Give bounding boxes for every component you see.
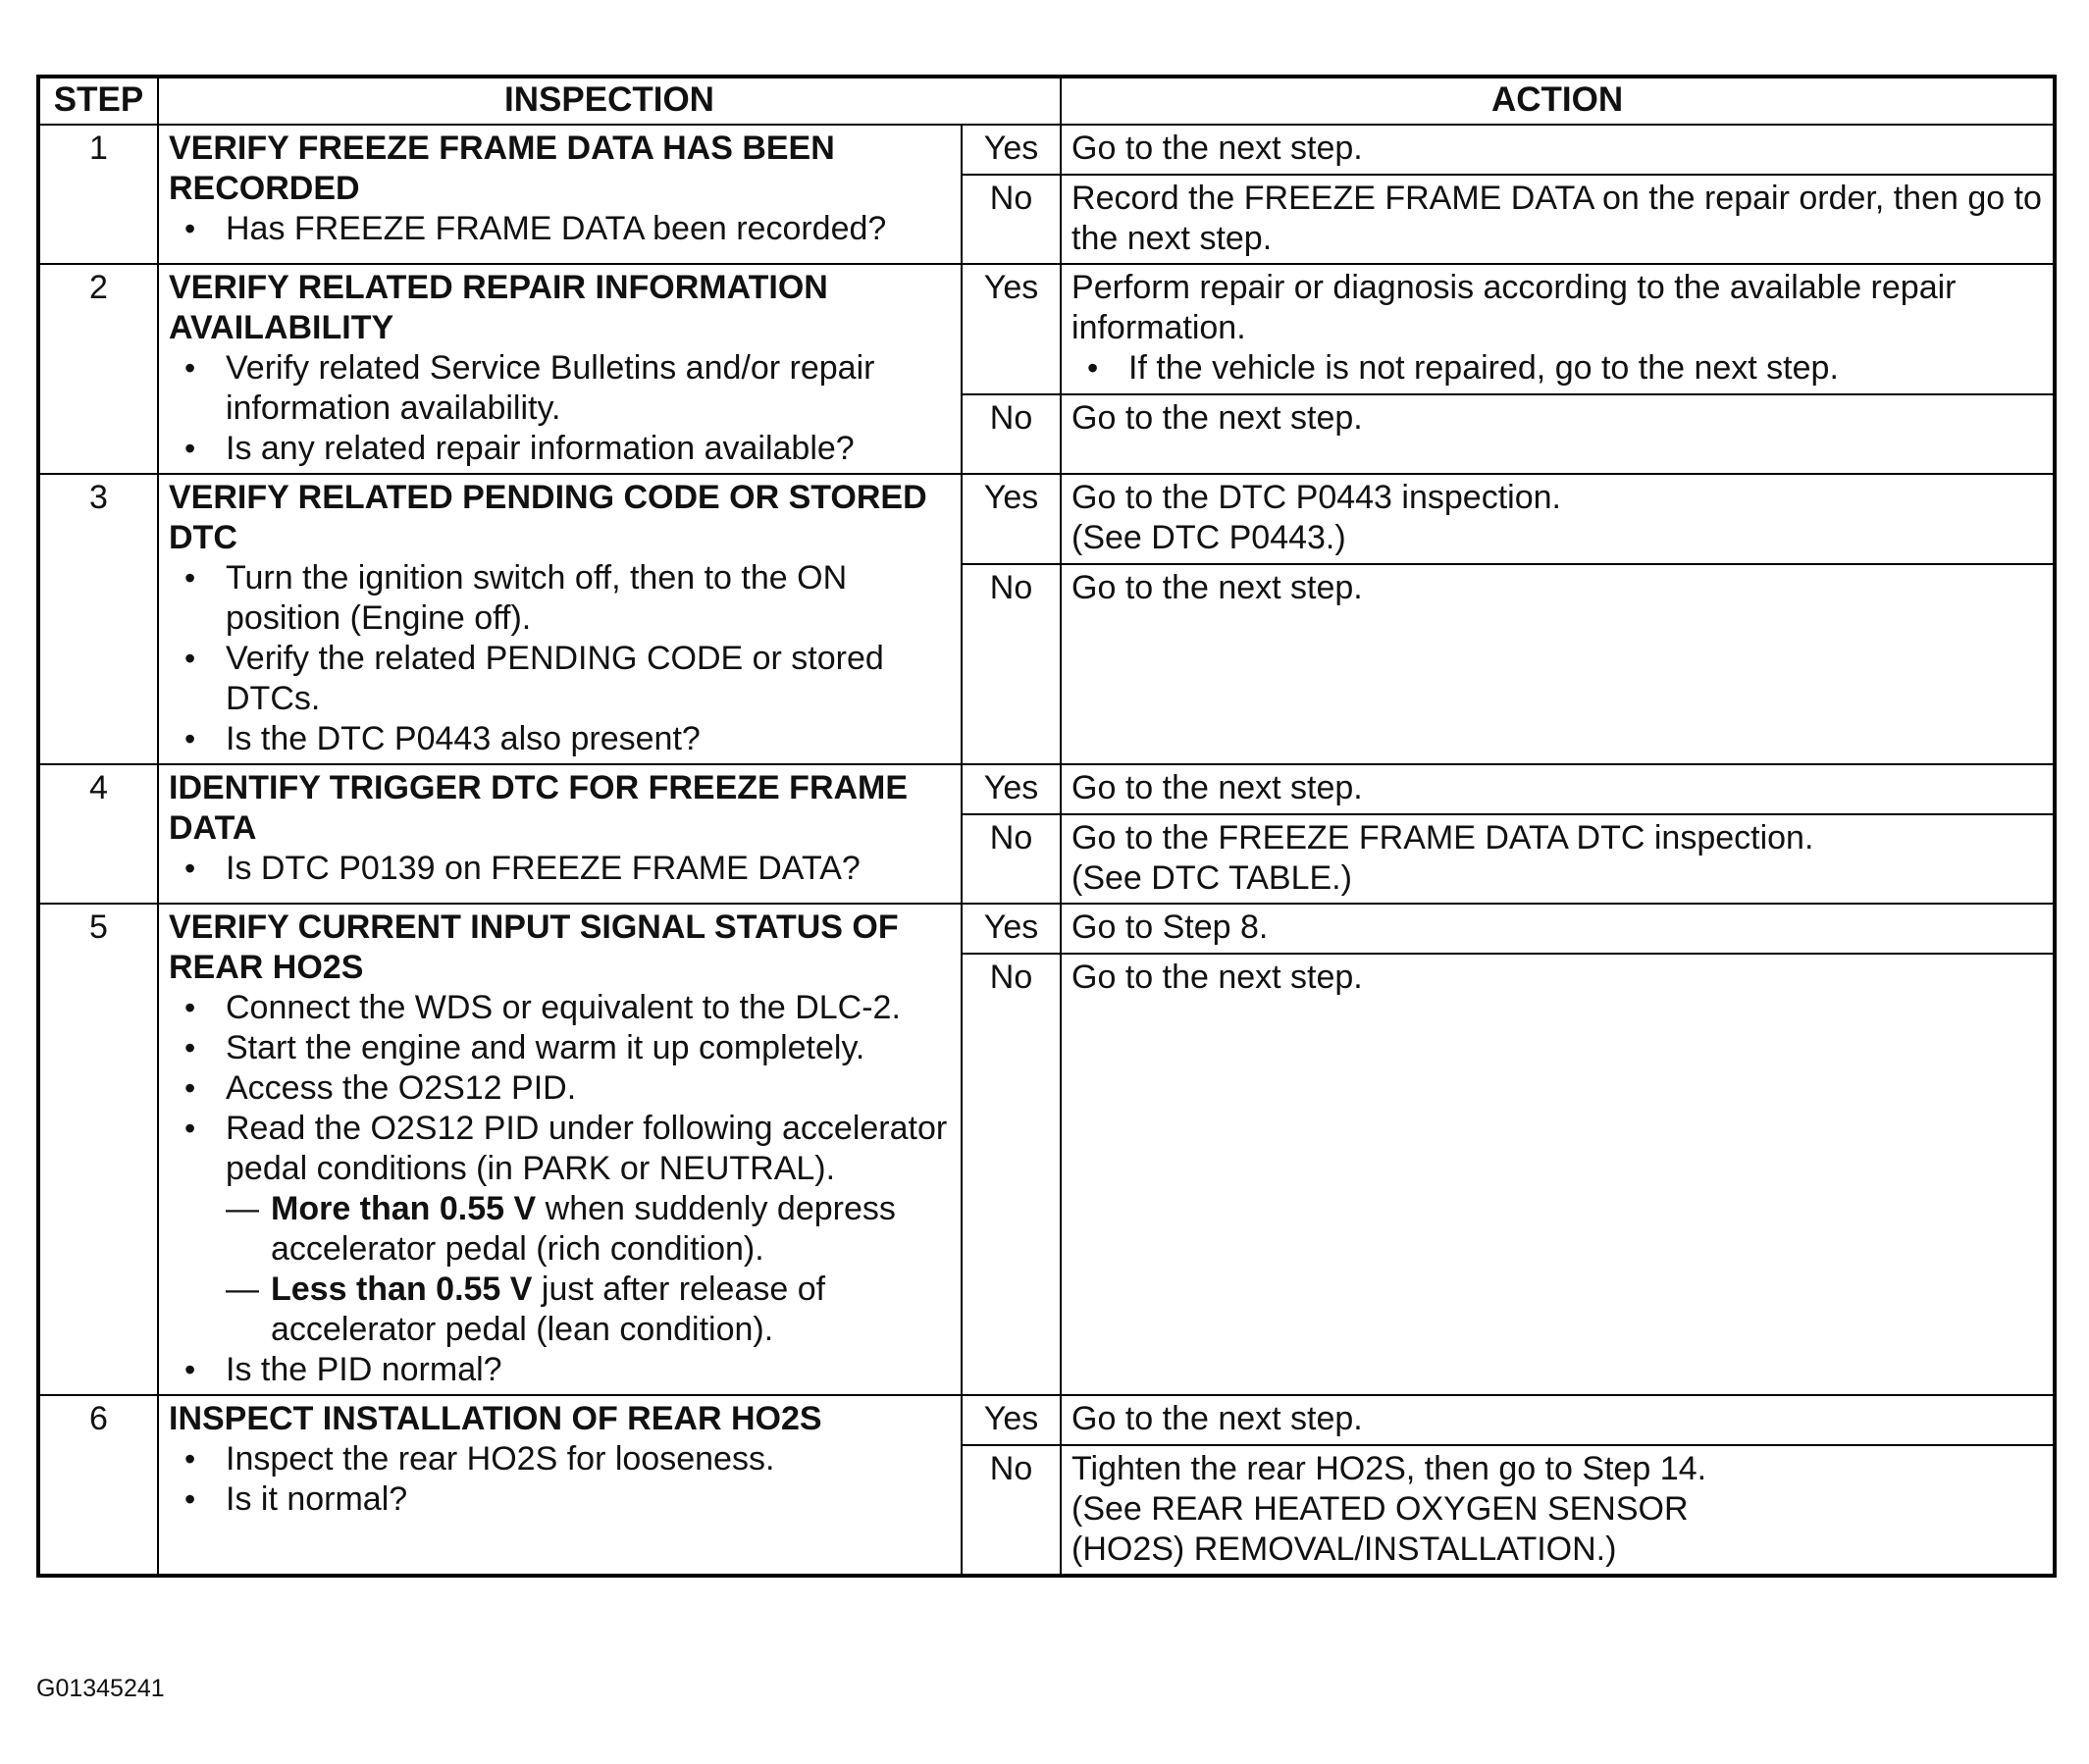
bullet-item: • Is any related repair information available? <box>169 429 951 469</box>
action-yes: Go to the next step. <box>1061 125 2055 175</box>
action-yes <box>1061 474 2055 564</box>
inspection-title: IDENTIFY TRIGGER DTC FOR FREEZE FRAME DATA <box>169 769 909 847</box>
step-number: 4 <box>38 764 158 904</box>
action-yes: Go to Step 8. <box>1061 904 2055 954</box>
bullet-item: • Turn the ignition switch off, then to the ON position (Engine off). <box>169 558 951 639</box>
bullet-item-with-conditions <box>169 1109 951 1350</box>
bullet-text: Read the O2S12 PID under following accelerator pedal conditions (in PARK or NEUTRAL). <box>226 1110 948 1187</box>
header-row <box>38 77 2055 125</box>
step-4-yes-row <box>38 764 2055 814</box>
bullet-item: • Access the O2S12 PID. <box>169 1068 951 1109</box>
action-yes <box>1061 264 2055 394</box>
action-reference: (See DTC TABLE.) <box>1071 859 1352 897</box>
bullet-item: • Connect the WDS or equivalent to the DLC-2. <box>169 988 951 1028</box>
condition-item <box>226 1270 951 1350</box>
no-label: No <box>962 394 1061 474</box>
action-bullet-list <box>1071 348 2043 389</box>
inspection-title: VERIFY CURRENT INPUT SIGNAL STATUS OF REAR HO2S <box>169 908 899 986</box>
inspection-title: VERIFY RELATED PENDING CODE OR STORED DTC <box>169 479 927 556</box>
no-label: No <box>962 814 1061 904</box>
inspection-cell <box>158 125 962 264</box>
bullet-list <box>169 348 951 469</box>
step-number: 1 <box>38 125 158 264</box>
condition-text: just after release of accelerator pedal (lean condition). <box>271 1271 826 1348</box>
yes-label: Yes <box>962 125 1061 175</box>
inspection-title: VERIFY RELATED REPAIR INFORMATION AVAILABILITY <box>169 269 828 346</box>
yes-label: Yes <box>962 764 1061 814</box>
bullet-list <box>169 1439 951 1520</box>
action-reference: (See REAR HEATED OXYGEN SENSOR <box>1071 1490 1689 1528</box>
yes-label: Yes <box>962 904 1061 954</box>
condition-value: Less than 0.55 V <box>271 1271 533 1308</box>
action-no <box>1061 1445 2055 1576</box>
step-number: 3 <box>38 474 158 764</box>
step-6-yes-row <box>38 1395 2055 1445</box>
header-action: ACTION <box>1061 77 2055 125</box>
condition-item <box>226 1189 951 1270</box>
action-yes: Go to the next step. <box>1061 764 2055 814</box>
step-number: 6 <box>38 1395 158 1576</box>
inspection-cell <box>158 764 962 904</box>
condition-value: More than 0.55 V <box>271 1190 537 1227</box>
action-no: Go to the next step. <box>1061 954 2055 1395</box>
inspection-cell <box>158 264 962 474</box>
bullet-item: • Is the DTC P0443 also present? <box>169 719 951 759</box>
action-no: Go to the next step. <box>1061 394 2055 474</box>
step-number: 2 <box>38 264 158 474</box>
bullet-item: • Is it normal? <box>169 1479 951 1520</box>
condition-list <box>226 1189 951 1350</box>
step-3-yes-row <box>38 474 2055 564</box>
step-5-yes-row <box>38 904 2055 954</box>
bullet-list <box>169 209 951 249</box>
bullet-item: • Has FREEZE FRAME DATA been recorded? <box>169 209 951 249</box>
bullet-item: • Verify related Service Bulletins and/or repair information availability. <box>169 348 951 429</box>
inspection-title: INSPECT INSTALLATION OF REAR HO2S <box>169 1400 822 1437</box>
step-1-yes-row <box>38 125 2055 175</box>
action-no: Record the FREEZE FRAME DATA on the repair order, then go to the next step. <box>1061 175 2055 264</box>
inspection-cell <box>158 904 962 1395</box>
bullet-item: • Is the PID normal? <box>169 1350 951 1390</box>
action-bullet-item: • If the vehicle is not repaired, go to the next step. <box>1071 348 2043 389</box>
inspection-title: VERIFY FREEZE FRAME DATA HAS BEEN RECORDED <box>169 130 835 207</box>
action-text: Perform repair or diagnosis according to the available repair information. <box>1071 269 1957 346</box>
diagnostic-table <box>36 75 2057 1578</box>
inspection-cell <box>158 1395 962 1576</box>
bullet-item: • Inspect the rear HO2S for looseness. <box>169 1439 951 1479</box>
no-label: No <box>962 564 1061 764</box>
no-label: No <box>962 1445 1061 1576</box>
bullet-list <box>169 988 951 1390</box>
yes-label: Yes <box>962 264 1061 394</box>
condition-text: when suddenly depress accelerator pedal (rich condition). <box>271 1190 896 1268</box>
step-2-yes-row <box>38 264 2055 394</box>
action-no <box>1061 814 2055 904</box>
bullet-item: • Is DTC P0139 on FREEZE FRAME DATA? <box>169 849 951 889</box>
yes-label: Yes <box>962 1395 1061 1445</box>
action-reference: (HO2S) REMOVAL/INSTALLATION.) <box>1071 1531 1617 1568</box>
header-step: STEP <box>38 77 158 125</box>
action-text: Go to the DTC P0443 inspection. <box>1071 479 1561 516</box>
bullet-list <box>169 849 951 889</box>
action-reference: (See DTC P0443.) <box>1071 519 1346 556</box>
action-no: Go to the next step. <box>1061 564 2055 764</box>
no-label: No <box>962 954 1061 1395</box>
no-label: No <box>962 175 1061 264</box>
header-inspection: INSPECTION <box>158 77 1061 125</box>
bullet-list <box>169 558 951 759</box>
bullet-item: • Verify the related PENDING CODE or stored DTCs. <box>169 639 951 719</box>
inspection-cell <box>158 474 962 764</box>
action-yes: Go to the next step. <box>1061 1395 2055 1445</box>
action-text: Go to the FREEZE FRAME DATA DTC inspection. <box>1071 819 1814 856</box>
bullet-item: • Start the engine and warm it up completely. <box>169 1028 951 1068</box>
action-text: Tighten the rear HO2S, then go to Step 14. <box>1071 1450 1707 1487</box>
step-number: 5 <box>38 904 158 1395</box>
figure-id: G01345241 <box>36 1675 165 1702</box>
yes-label: Yes <box>962 474 1061 564</box>
